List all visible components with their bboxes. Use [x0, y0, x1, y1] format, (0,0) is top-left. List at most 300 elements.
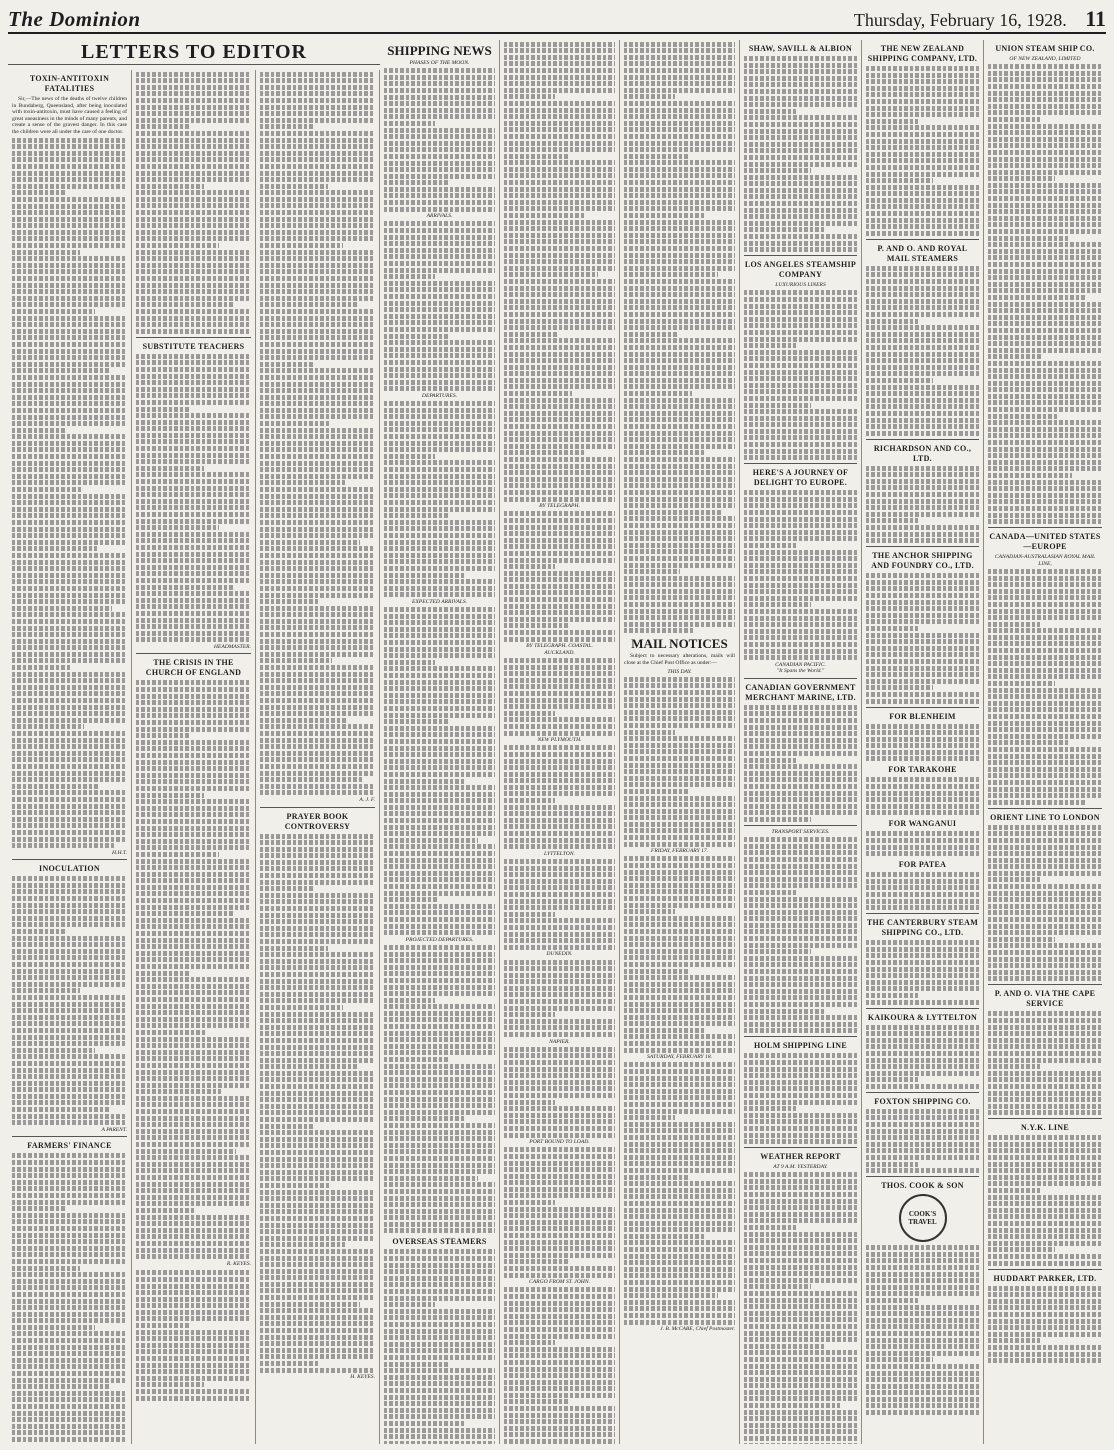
- text-line: [136, 591, 251, 596]
- text-line: [866, 784, 979, 789]
- text-line: [136, 446, 251, 451]
- text-line: [384, 666, 495, 671]
- text-line: [624, 213, 704, 218]
- text-line: [744, 155, 857, 160]
- text-line: [988, 427, 1102, 432]
- text-line: [260, 1117, 375, 1122]
- text-line: [866, 1077, 918, 1082]
- text-line: [136, 571, 251, 576]
- text-line: [384, 1011, 495, 1016]
- text-line: [260, 1242, 345, 1247]
- text-line: [260, 520, 375, 525]
- text-line: [384, 680, 495, 685]
- text-line: [260, 560, 375, 565]
- text-block: [988, 569, 1102, 805]
- text-line: [136, 164, 251, 169]
- text-line: [504, 1086, 615, 1091]
- text-line: [504, 1187, 615, 1192]
- text-line: [988, 143, 1102, 148]
- text-line: [866, 1305, 979, 1310]
- text-line: [504, 193, 615, 198]
- text-line: [260, 1315, 375, 1320]
- text-line: [384, 1156, 495, 1161]
- text-line: [866, 292, 979, 297]
- text-line: [504, 1073, 615, 1078]
- cp-ad: CANADIAN PACIFIC.: [775, 661, 826, 668]
- mail-sub: Subject to necessary alterations, mails will close at the Chief Post Office as under:—: [624, 653, 735, 667]
- text-line: [744, 1258, 857, 1263]
- text-line: [384, 1355, 495, 1360]
- text-line: [504, 684, 615, 689]
- text-line: [384, 248, 495, 253]
- text-line: [504, 141, 615, 146]
- text-block: [866, 1245, 979, 1415]
- text-line: [384, 1110, 495, 1115]
- text-line: [744, 1192, 857, 1197]
- text-line: [12, 560, 127, 565]
- text-line: [384, 1202, 495, 1207]
- text-line: [744, 1028, 857, 1033]
- text-line: [744, 857, 857, 862]
- text-line: [988, 321, 1102, 326]
- text-line: [744, 864, 857, 869]
- text-line: [136, 1363, 251, 1368]
- text-line: [260, 494, 375, 499]
- text-block: [136, 72, 251, 334]
- text-line: [866, 538, 979, 543]
- text-block: [384, 945, 495, 1234]
- text-line: [988, 97, 1102, 102]
- text-line: [136, 832, 251, 837]
- text-line: [260, 599, 318, 604]
- text-line: [504, 1233, 615, 1238]
- text-line: [384, 546, 495, 551]
- text-line: [866, 1031, 979, 1036]
- text-line: [504, 1266, 615, 1271]
- text-line: [384, 1335, 495, 1340]
- text-line: [12, 1193, 127, 1198]
- text-line: [624, 889, 735, 894]
- text-line: [624, 391, 692, 396]
- text-line: [384, 380, 495, 385]
- text-line: [12, 1279, 127, 1284]
- text-line: [504, 1253, 615, 1258]
- text-line: [988, 1325, 1102, 1330]
- text-line: [136, 309, 251, 314]
- text-line: [12, 751, 127, 756]
- text-line: [624, 279, 735, 284]
- text-line: [624, 338, 735, 343]
- text-line: [504, 1320, 615, 1325]
- text-line: [136, 885, 251, 890]
- text-line: [384, 141, 495, 146]
- text-line: [624, 437, 735, 442]
- text-line: [260, 316, 375, 321]
- text-line: [136, 105, 251, 110]
- text-line: [504, 1301, 615, 1306]
- text-line: [744, 1113, 857, 1118]
- text-line: [866, 1272, 979, 1277]
- text-line: [384, 1149, 495, 1154]
- text-line: [384, 965, 495, 970]
- text-line: [136, 78, 251, 83]
- text-line: [866, 204, 979, 209]
- text-line: [866, 672, 979, 677]
- text-line: [12, 731, 127, 736]
- text-line: [260, 724, 375, 729]
- column-2: [132, 70, 256, 1444]
- text-line: [384, 627, 495, 632]
- text-line: [384, 1414, 495, 1419]
- text-line: [744, 383, 857, 388]
- text-line: [866, 593, 979, 598]
- text-line: [866, 1044, 979, 1049]
- text-line: [624, 404, 735, 409]
- text-line: [384, 825, 495, 830]
- text-line: [504, 1399, 569, 1404]
- text-line: [136, 1010, 251, 1015]
- text-line: [260, 1209, 375, 1214]
- text-line: [136, 680, 251, 685]
- text-line: [136, 1175, 251, 1180]
- text-line: [744, 523, 857, 528]
- text-line: [12, 804, 127, 809]
- nyk-ad: N.Y.K. LINE: [1021, 1123, 1069, 1133]
- text-line: [504, 945, 615, 950]
- text-line: [624, 962, 735, 967]
- text-line: [504, 1213, 615, 1218]
- text-line: [136, 898, 251, 903]
- text-line: [504, 365, 615, 370]
- text-line: [504, 1025, 615, 1030]
- text-line: [136, 779, 251, 784]
- text-line: [866, 1122, 979, 1127]
- text-line: [12, 903, 127, 908]
- text-line: [866, 1064, 979, 1069]
- departures-label: DEPARTURES.: [421, 392, 458, 399]
- text-line: [624, 842, 735, 847]
- text-line: [624, 1062, 735, 1067]
- text-line: [504, 999, 615, 1004]
- text-line: [384, 235, 495, 240]
- blenheim-ad: FOR BLENHEIM: [889, 711, 956, 721]
- text-line: [624, 982, 735, 987]
- text-line: [260, 164, 375, 169]
- text-line: [384, 871, 495, 876]
- text-line: [866, 892, 979, 897]
- text-line: [744, 416, 857, 421]
- text-line: [260, 1302, 360, 1307]
- text-line: [12, 922, 127, 927]
- text-line: [504, 1307, 615, 1312]
- text-line: [136, 1343, 251, 1348]
- text-line: [866, 1324, 979, 1329]
- text-line: [624, 457, 735, 462]
- text-line: [988, 499, 1102, 504]
- text-line: [866, 810, 979, 815]
- text-line: [988, 1345, 1102, 1350]
- text-line: [260, 513, 375, 518]
- text-line: [136, 1208, 194, 1213]
- text-line: [504, 1106, 615, 1111]
- weather-header: WEATHER REPORT: [760, 1152, 841, 1162]
- text-line: [744, 962, 857, 967]
- text-line: [12, 1094, 127, 1099]
- text-line: [136, 1297, 251, 1302]
- text-line: [988, 767, 1102, 772]
- text-line: [504, 1200, 555, 1205]
- text-line: [624, 677, 735, 682]
- text-line: [384, 699, 495, 704]
- text-line: [260, 78, 375, 83]
- text-line: [384, 838, 478, 843]
- text-line: [624, 490, 735, 495]
- text-line: [866, 1025, 979, 1030]
- text-line: [624, 497, 735, 502]
- text-line: [624, 167, 735, 172]
- text-line: [136, 459, 251, 464]
- text-line: [260, 566, 375, 571]
- text-line: [504, 992, 615, 997]
- text-line: [744, 1080, 857, 1085]
- text-line: [866, 1051, 979, 1056]
- text-line: [12, 500, 127, 505]
- text-line: [136, 1129, 251, 1134]
- text-line: [136, 1155, 251, 1160]
- text-line: [624, 305, 735, 310]
- text-line: [260, 992, 375, 997]
- text-line: [988, 864, 1102, 869]
- column-1: [8, 70, 132, 1444]
- text-line: [384, 904, 495, 909]
- text-line: [504, 121, 615, 126]
- text-line: [866, 1384, 979, 1389]
- text-line: [988, 845, 1102, 850]
- text-line: [12, 837, 127, 842]
- text-block: [504, 511, 615, 641]
- text-line: [384, 958, 495, 963]
- text-line: [988, 335, 1102, 340]
- text-line: [384, 1302, 435, 1307]
- text-line: [744, 744, 857, 749]
- text-line: [744, 943, 857, 948]
- text-line: [260, 441, 375, 446]
- text-line: [988, 374, 1102, 379]
- text-line: [624, 949, 735, 954]
- text-line: [504, 332, 557, 337]
- text-line: [866, 391, 979, 396]
- text-line: [504, 892, 615, 897]
- text-line: [384, 447, 495, 452]
- text-block: [504, 42, 615, 502]
- text-line: [136, 1382, 204, 1387]
- text-line: [744, 297, 857, 302]
- text-line: [504, 577, 615, 582]
- text-line: [384, 1421, 464, 1426]
- text-line: [12, 1364, 127, 1369]
- text-line: [12, 744, 127, 749]
- text-line: [136, 400, 251, 405]
- text-line: [12, 1378, 127, 1383]
- text-line: [866, 365, 979, 370]
- text-line: [12, 1318, 127, 1323]
- text-line: [624, 108, 735, 113]
- text-block: [260, 72, 375, 796]
- text-line: [12, 593, 127, 598]
- text-line: [624, 48, 735, 53]
- text-line: [260, 1012, 375, 1017]
- text-line: [988, 622, 1040, 627]
- text-line: [384, 128, 495, 133]
- text-line: [260, 467, 375, 472]
- text-line: [504, 859, 615, 864]
- text-line: [384, 805, 495, 810]
- text-line: [866, 1038, 979, 1043]
- text-line: [504, 1240, 615, 1245]
- text-line: [384, 1441, 495, 1444]
- text-line: [744, 56, 857, 61]
- column-area: [8, 40, 1106, 1444]
- text-line: [866, 165, 979, 170]
- text-line: [744, 758, 796, 763]
- text-line: [136, 631, 251, 636]
- text-line: [744, 201, 857, 206]
- text-line: [624, 1306, 735, 1311]
- text-line: [988, 891, 1102, 896]
- text-line: [12, 494, 127, 499]
- text-line: [260, 579, 375, 584]
- weather-sub: AT 9 A.M. YESTERDAY.: [773, 1164, 828, 1171]
- text-line: [136, 1201, 251, 1206]
- text-line: [504, 147, 615, 152]
- text-line: [136, 637, 251, 642]
- text-line: [260, 184, 328, 189]
- text-line: [744, 181, 857, 186]
- text-line: [866, 1129, 979, 1134]
- text-line: [384, 811, 495, 816]
- text-line: [744, 1265, 857, 1270]
- text-line: [12, 764, 127, 769]
- text-line: [504, 525, 615, 530]
- text-block: [504, 1147, 615, 1277]
- text-line: [12, 1002, 127, 1007]
- text-block: [988, 1135, 1102, 1265]
- text-line: [624, 815, 735, 820]
- text-line: [384, 147, 495, 152]
- text-line: [260, 1368, 375, 1373]
- text-line: [12, 190, 65, 195]
- text-line: [504, 1154, 615, 1159]
- text-line: [624, 896, 735, 901]
- text-line: [260, 349, 375, 354]
- text-line: [136, 289, 251, 294]
- text-line: [866, 626, 918, 631]
- text-line: [744, 764, 857, 769]
- text-line: [384, 1315, 495, 1320]
- text-line: [136, 938, 251, 943]
- text-line: [988, 701, 1102, 706]
- text-line: [12, 1252, 127, 1257]
- text-line: [744, 63, 857, 68]
- text-line: [384, 917, 495, 922]
- text-line: [624, 1082, 735, 1087]
- text-line: [384, 971, 495, 976]
- text-line: [744, 1238, 857, 1243]
- text-line: [260, 355, 375, 360]
- text-line: [260, 85, 375, 90]
- text-line: [504, 417, 615, 422]
- text-line: [12, 1338, 127, 1343]
- text-line: [384, 884, 495, 889]
- text-line: [136, 91, 251, 96]
- text-line: [624, 870, 735, 875]
- text-line: [384, 274, 435, 279]
- text-line: [260, 243, 343, 248]
- text-line: [988, 688, 1102, 693]
- text-block: [866, 872, 979, 910]
- text-line: [744, 409, 857, 414]
- text-line: [988, 877, 1040, 882]
- text-block: [504, 658, 615, 736]
- text-line: [384, 493, 495, 498]
- text-line: [744, 1022, 857, 1027]
- text-line: [866, 279, 979, 284]
- text-line: [744, 1067, 857, 1072]
- text-line: [260, 131, 375, 136]
- text-line: [988, 400, 1102, 405]
- text-line: [12, 250, 80, 255]
- text-line: [384, 978, 495, 983]
- text-line: [624, 259, 735, 264]
- text-line: [12, 586, 127, 591]
- text-line: [744, 897, 857, 902]
- text-line: [260, 1236, 375, 1241]
- text-line: [624, 1181, 735, 1186]
- text-line: [624, 384, 735, 389]
- text-block: [136, 354, 251, 643]
- text-line: [12, 685, 127, 690]
- text-line: [260, 217, 375, 222]
- text-line: [12, 705, 127, 710]
- text-line: [866, 947, 979, 952]
- text-line: [12, 784, 99, 789]
- text-line: [136, 1023, 251, 1028]
- text-line: [988, 1247, 1055, 1252]
- text-block: [866, 831, 979, 856]
- text-line: [866, 385, 979, 390]
- text-line: [136, 578, 251, 583]
- text-line: [866, 737, 979, 742]
- text-line: [260, 382, 375, 387]
- text-line: [744, 449, 857, 454]
- text-line: [504, 1439, 615, 1444]
- text-line: [744, 771, 857, 776]
- text-line: [624, 690, 735, 695]
- text-line: [866, 371, 979, 376]
- text-block: [988, 1286, 1102, 1364]
- text-line: [988, 1312, 1102, 1317]
- text-line: [624, 299, 735, 304]
- text-line: [12, 1068, 127, 1073]
- text-line: [12, 507, 127, 512]
- text-line: [744, 89, 857, 94]
- text-line: [624, 683, 735, 688]
- text-line: [624, 628, 694, 633]
- text-line: [504, 1406, 615, 1411]
- text-line: [744, 791, 857, 796]
- text-line: [866, 512, 979, 517]
- text-line: [260, 474, 375, 479]
